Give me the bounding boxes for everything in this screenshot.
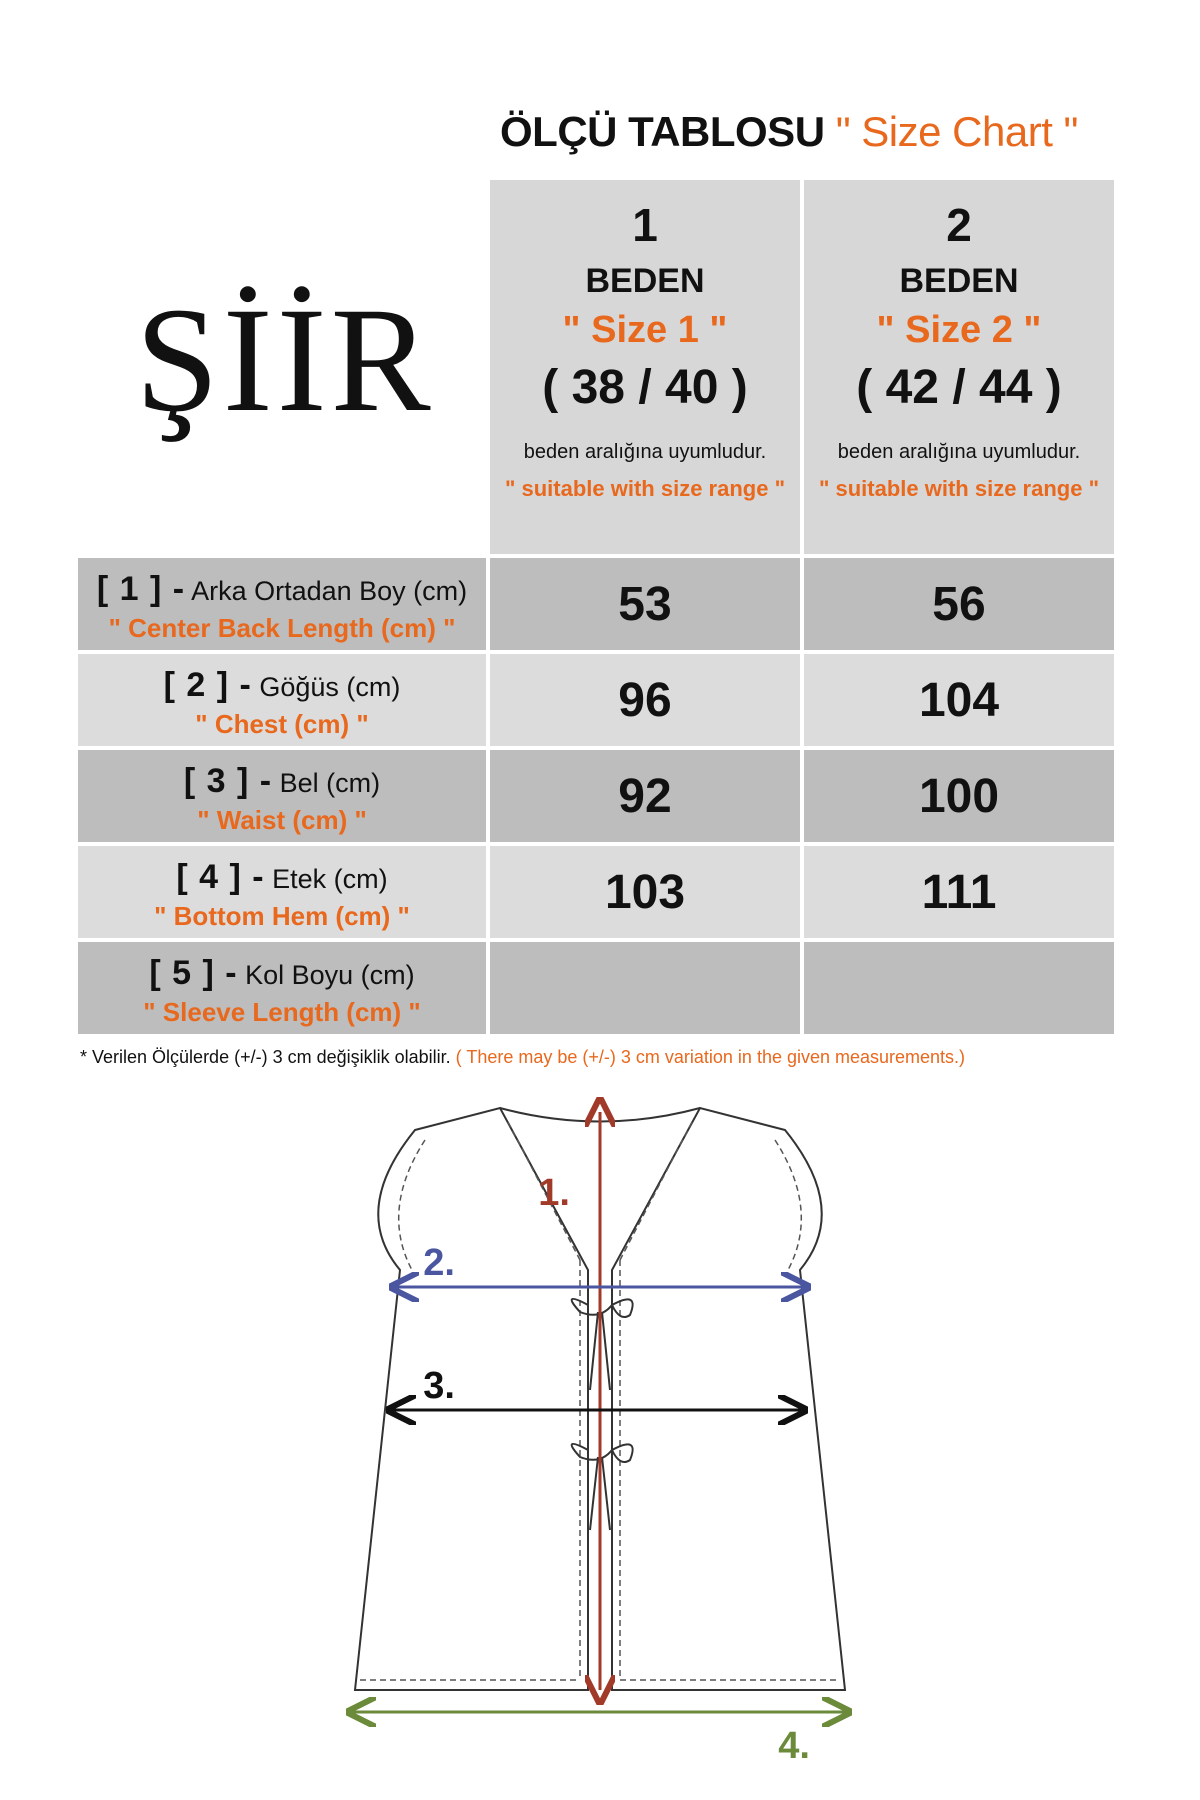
suitable-tr: beden aralığına uyumludur.	[523, 441, 767, 463]
note-tr: * Verilen Ölçülerde (+/-) 3 cm değişiklik olabilir.	[80, 1047, 451, 1067]
table-cell-value: 100	[804, 750, 1114, 842]
note-en: ( There may be (+/-) 3 cm variation in the given measurements.)	[455, 1047, 966, 1067]
table-row-label	[78, 750, 486, 842]
vest-right-panel	[612, 1108, 845, 1690]
size-label: " Size 2 "	[876, 309, 1042, 351]
tie-upper	[572, 1299, 633, 1390]
suitable-en: " suitable with size range "	[504, 476, 786, 501]
suitable-en: " suitable with size range "	[818, 476, 1100, 501]
size-range: ( 38 / 40 )	[542, 361, 748, 414]
table-row-label	[78, 654, 486, 746]
size-number: 1	[632, 199, 658, 251]
measurement-note	[80, 1047, 965, 1068]
size-beden: BEDEN	[585, 262, 705, 300]
row-label-en: " Bottom Hem (cm) "	[154, 901, 410, 931]
measure-label-1: 1.	[538, 1172, 570, 1214]
row-label-tr: Göğüs (cm)	[259, 672, 401, 702]
row-index: [ 3 ] -	[183, 762, 273, 800]
measure-label-4: 4.	[778, 1725, 810, 1767]
size-2-header	[804, 180, 1114, 554]
table-cell-value: 103	[490, 846, 800, 938]
row-label-en: " Center Back Length (cm) "	[108, 613, 456, 643]
table-cell-value: 104	[804, 654, 1114, 746]
row-label-en: " Chest (cm) "	[195, 709, 369, 739]
row-label-tr: Arka Ortadan Boy (cm)	[191, 576, 468, 606]
table-row-label	[78, 558, 486, 650]
size-1-header	[490, 180, 800, 554]
row-index: [ 5 ] -	[149, 954, 238, 992]
table-cell-value: 53	[490, 558, 800, 650]
size-range: ( 42 / 44 )	[856, 361, 1062, 414]
measure-label-3: 3.	[423, 1365, 455, 1407]
size-number: 2	[946, 199, 972, 251]
tie-lower	[572, 1444, 633, 1530]
table-row-label	[78, 846, 486, 938]
row-index: [ 1 ] -	[96, 570, 186, 608]
table-cell-value: 96	[490, 654, 800, 746]
row-index: [ 4 ] -	[176, 858, 265, 896]
row-label-en: " Sleeve Length (cm) "	[143, 997, 421, 1027]
measure-label-2: 2.	[423, 1242, 455, 1284]
title-tr: ÖLÇÜ TABLOSU	[500, 108, 825, 155]
row-label-tr: Bel (cm)	[279, 768, 381, 798]
page-title	[500, 108, 1120, 156]
suitable-tr: beden aralığına uyumludur.	[837, 441, 1081, 463]
row-index: [ 2 ] -	[163, 666, 252, 704]
table-cell-value	[804, 942, 1114, 1034]
size-beden: BEDEN	[899, 262, 1019, 300]
table-row-label	[78, 942, 486, 1034]
row-label-tr: Kol Boyu (cm)	[245, 960, 415, 990]
brand-logo: ŞİİR	[135, 277, 435, 443]
table-cell-value: 111	[804, 846, 1114, 938]
table-cell-value: 92	[490, 750, 800, 842]
table-cell-value: 56	[804, 558, 1114, 650]
row-label-en: " Waist (cm) "	[197, 805, 367, 835]
title-en: " Size Chart "	[835, 108, 1078, 155]
size-label: " Size 1 "	[562, 309, 728, 351]
table-cell-value	[490, 942, 800, 1034]
vest-measurement-diagram	[340, 1090, 860, 1770]
row-label-tr: Etek (cm)	[272, 864, 388, 894]
